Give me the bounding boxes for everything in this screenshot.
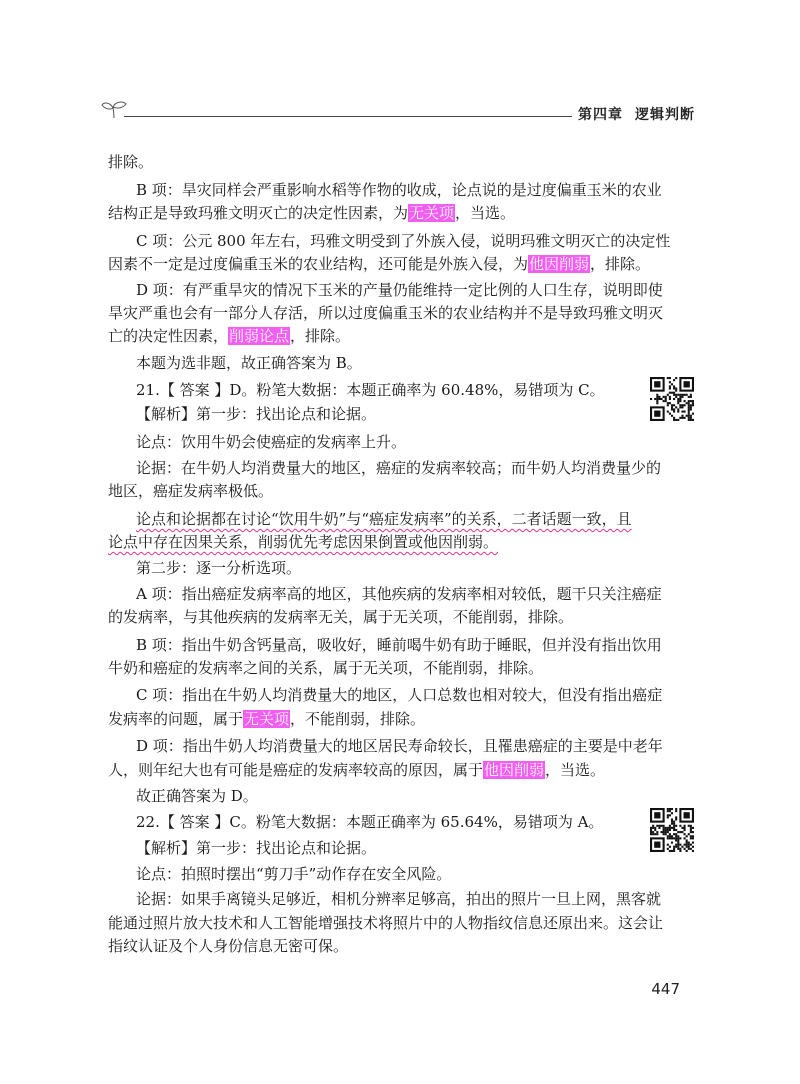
text-line xyxy=(108,607,573,627)
text-line xyxy=(136,458,661,478)
text-line xyxy=(108,760,605,780)
text-line xyxy=(136,812,603,832)
text-segment: ，不能削弱，排除。 xyxy=(290,710,426,728)
qr-code-icon[interactable] xyxy=(650,808,694,852)
text-line xyxy=(136,838,376,858)
text-segment: 地区，癌症发病率极低。 xyxy=(108,482,274,500)
text-segment: 结构正是导致玛雅文明灭亡的决定性因素，为 xyxy=(108,204,409,222)
text-line xyxy=(136,786,258,806)
text-segment: 指纹认证及个人身份信息无密可保。 xyxy=(108,937,349,955)
text-segment: 本题为选非题，故正确答案为 B。 xyxy=(136,354,362,372)
chapter-label: 第四章 xyxy=(578,107,623,123)
text-segment: B 项：指出牛奶含钙量高，吸收好，睡前喝牛奶有助于睡眠，但并没有指出饮用 xyxy=(136,636,662,654)
page-number: 447 xyxy=(651,980,680,998)
highlighted-phrase: 削弱论点 xyxy=(229,327,290,345)
section-label: 逻辑判断 xyxy=(635,107,695,123)
text-segment: 论点：饮用牛奶会使癌症的发病率上升。 xyxy=(136,433,407,451)
text-segment: B 项：旱灾同样会严重影响水稻等作物的收成，论点说的是过度偏重玉米的农业 xyxy=(136,181,662,199)
text-line xyxy=(136,635,662,655)
text-line xyxy=(136,231,670,251)
text-segment: ，当选。 xyxy=(545,761,606,779)
text-segment: C 项：公元 800 年左右，玛雅文明受到了外族入侵，说明玛雅文明灭亡的决定性 xyxy=(136,232,671,250)
text-line xyxy=(136,864,451,884)
text-segment: ，排除。 xyxy=(290,327,351,345)
text-segment: 论点：拍照时摆出“剪刀手”动作存在安全风险。 xyxy=(136,865,452,883)
text-line xyxy=(108,254,650,274)
text-segment: 排除。 xyxy=(108,153,154,171)
text-segment: 论据：在牛奶人均消费量大的地区，癌症的发病率较高；而牛奶人均消费量少的 xyxy=(136,459,662,477)
text-line xyxy=(108,326,350,346)
text-line xyxy=(136,736,663,756)
text-line xyxy=(136,889,661,909)
text-line xyxy=(108,532,498,552)
text-line xyxy=(108,658,543,678)
text-segment: 【解析】第一步：找出论点和论据。 xyxy=(136,405,377,423)
text-line xyxy=(136,380,605,400)
text-line xyxy=(108,152,153,172)
text-line xyxy=(136,558,301,578)
text-segment: D 项：有严重旱灾的情况下玉米的产量仍能维持一定比例的人口生存，说明即使 xyxy=(136,281,663,299)
text-segment: 旱灾严重也会有一部分人存活，所以过度偏重玉米的农业结构并不是导致玛雅文明灭 xyxy=(108,304,664,322)
text-line xyxy=(136,280,663,300)
text-segment: D 项：指出牛奶人均消费量大的地区居民寿命较长，且罹患癌症的主要是中老年 xyxy=(136,737,663,755)
highlighted-phrase: 他因削弱 xyxy=(529,255,590,273)
underlined-sentence: 论点中存在因果关系，削弱优先考虑因果倒置或他因削弱。 xyxy=(108,533,499,551)
text-segment: 的发病率，与其他疾病的发病率无关，属于无关项，不能削弱，排除。 xyxy=(108,608,574,626)
text-segment: 第二步：逐一分析选项。 xyxy=(136,559,302,577)
text-line xyxy=(108,481,273,501)
text-segment: 故正确答案为 D。 xyxy=(136,787,258,805)
text-line xyxy=(136,353,362,373)
underlined-sentence: 论点和论据都在讨论“饮用牛奶”与“癌症发病率”的关系，二者话题一致，且 xyxy=(136,510,632,528)
text-segment: 21.【 答案 】D。粉笔大数据：本题正确率为 60.48%，易错项为 C。 xyxy=(136,381,605,399)
highlighted-phrase: 他因削弱 xyxy=(484,761,545,779)
text-segment: 22.【 答案 】C。粉笔大数据：本题正确率为 65.64%，易错项为 A。 xyxy=(136,813,604,831)
text-line xyxy=(136,509,632,529)
text-segment: ，排除。 xyxy=(590,255,651,273)
text-line xyxy=(136,584,662,604)
text-segment: 人，则年纪大也有可能是癌症的发病率较高的原因，属于 xyxy=(108,761,484,779)
highlighted-phrase: 无关项 xyxy=(244,710,290,728)
text-segment: C 项：指出在牛奶人均消费量大的地区，人口总数也相对较大，但没有指出癌症 xyxy=(136,686,663,704)
text-line xyxy=(136,180,662,200)
text-segment: ，当选。 xyxy=(455,204,516,222)
text-segment: 【解析】第一步：找出论点和论据。 xyxy=(136,839,377,857)
text-line xyxy=(108,203,515,223)
text-segment: 能通过照片放大技术和人工智能增强技术将照片中的人物指纹信息还原出来。这会让 xyxy=(108,914,664,932)
text-segment: 牛奶和癌症的发病率之间的关系，属于无关项，不能削弱，排除。 xyxy=(108,659,544,677)
text-segment: A 项：指出癌症发病率高的地区，其他疾病的发病率相对较低，题干只关注癌症 xyxy=(136,585,662,603)
qr-code-icon[interactable] xyxy=(650,377,694,421)
header-rule xyxy=(124,116,572,117)
text-line xyxy=(108,709,425,729)
running-header xyxy=(578,104,695,124)
highlighted-phrase: 无关项 xyxy=(409,204,455,222)
text-line xyxy=(108,936,348,956)
text-segment: 亡的决定性因素， xyxy=(108,327,229,345)
text-segment: 发病率的问题，属于 xyxy=(108,710,244,728)
text-line xyxy=(108,913,663,933)
text-segment: 论据：如果手离镜头足够近，相机分辨率足够高，拍出的照片一旦上网，黑客就 xyxy=(136,890,662,908)
text-segment: 因素不一定是过度偏重玉米的农业结构，还可能是外族入侵，为 xyxy=(108,255,529,273)
text-line xyxy=(136,685,662,705)
text-line xyxy=(108,303,663,323)
text-line xyxy=(136,432,406,452)
text-line xyxy=(136,404,376,424)
